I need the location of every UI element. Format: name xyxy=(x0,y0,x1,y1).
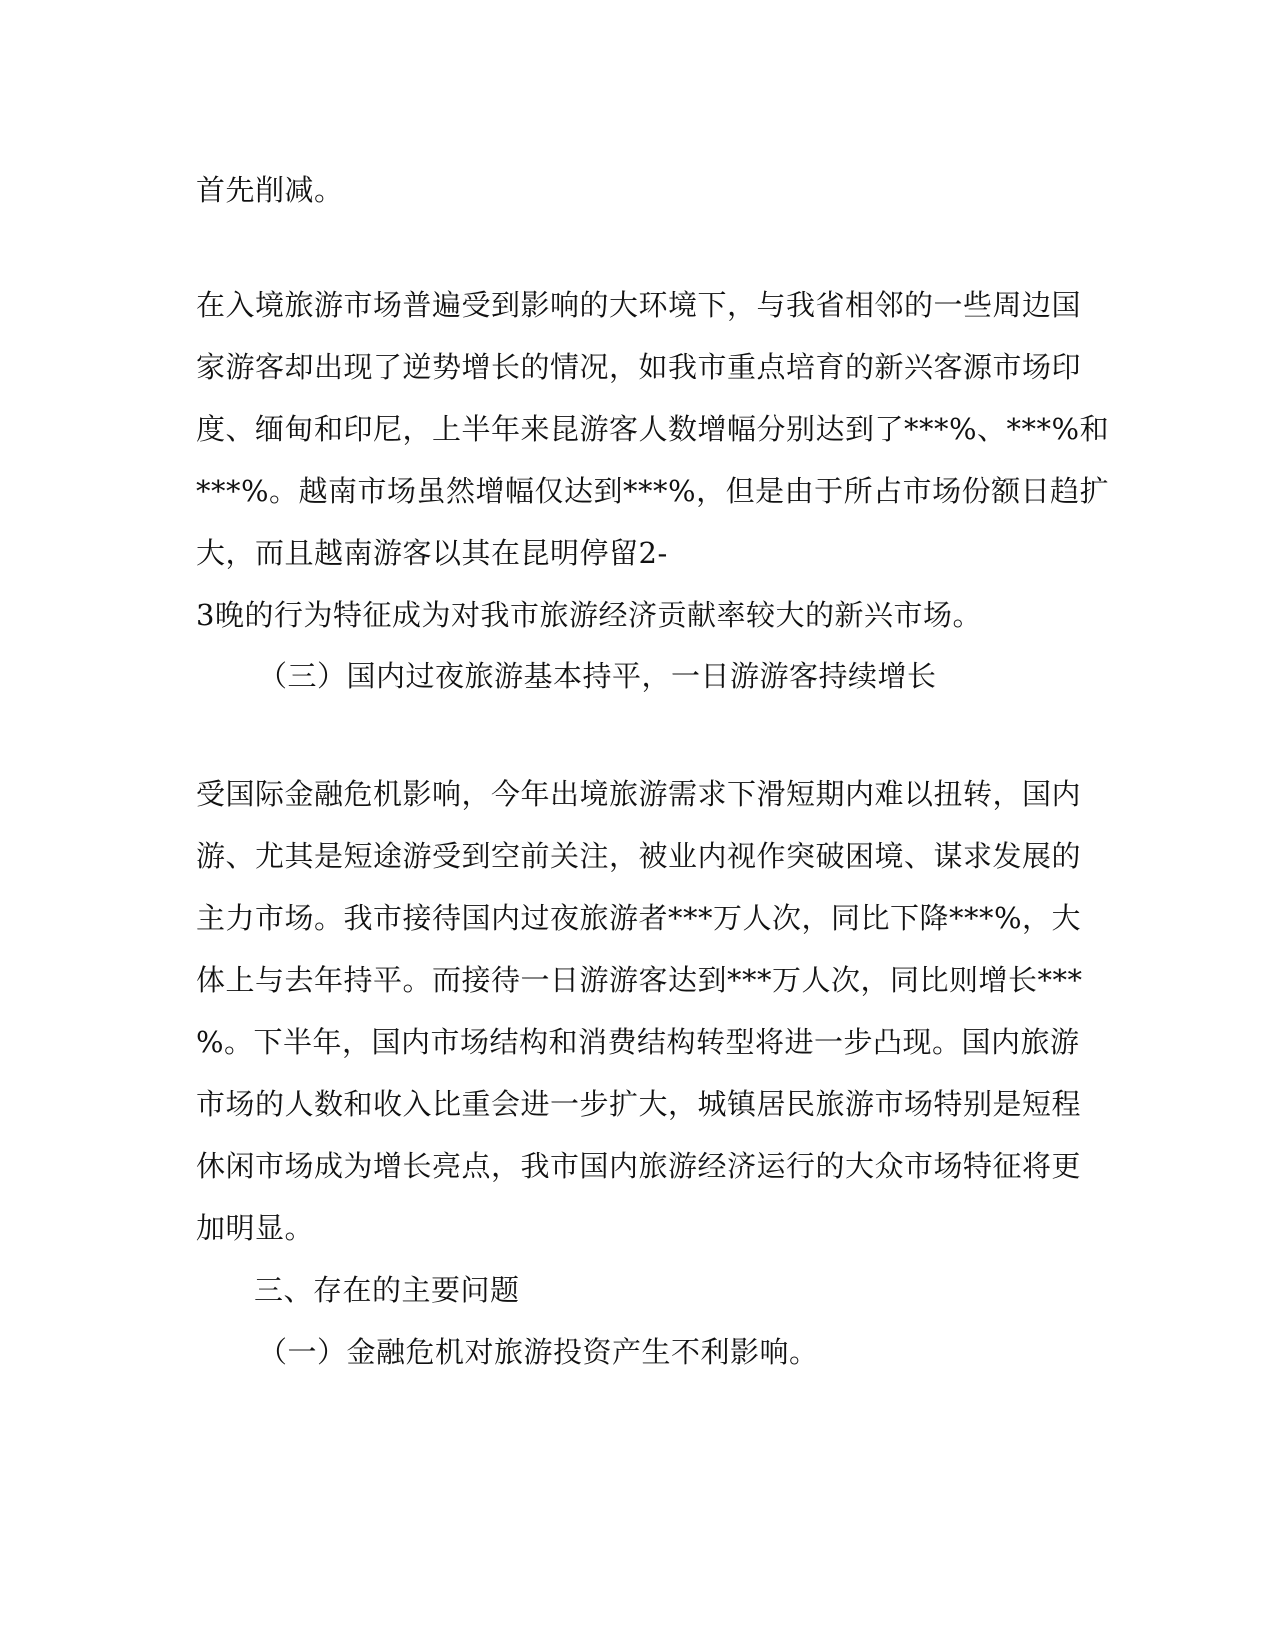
paragraph-line: 市场的人数和收入比重会进一步扩大，城镇居民旅游市场特别是短程 xyxy=(196,1087,1082,1121)
paragraph-line: 3晚的行为特征成为对我市旅游经济贡献率较大的新兴市场。 xyxy=(196,598,982,632)
paragraph-line: 游、尤其是短途游受到空前关注，被业内视作突破困境、谋求发展的 xyxy=(196,839,1082,873)
section-heading: （三）国内过夜旅游基本持平，一日游游客持续增长 xyxy=(258,659,937,693)
paragraph-line: 主力市场。我市接待国内过夜旅游者***万人次，同比下降***%，大 xyxy=(196,901,1082,935)
paragraph-line: 大，而且越南游客以其在昆明停留2- xyxy=(196,536,668,570)
paragraph-line: 休闲市场成为增长亮点，我市国内旅游经济运行的大众市场特征将更 xyxy=(196,1149,1082,1183)
paragraph-line: 度、缅甸和印尼，上半年来昆游客人数增幅分别达到了***%、***%和 xyxy=(196,412,1110,446)
paragraph-line: 在入境旅游市场普遍受到影响的大环境下，与我省相邻的一些周边国 xyxy=(196,288,1082,322)
paragraph-line: 首先削减。 xyxy=(196,173,344,207)
paragraph-line: 受国际金融危机影响，今年出境旅游需求下滑短期内难以扭转，国内 xyxy=(196,777,1082,811)
paragraph-line: 家游客却出现了逆势增长的情况，如我市重点培育的新兴客源市场印 xyxy=(196,350,1082,384)
paragraph-line: 体上与去年持平。而接待一日游游客达到***万人次，同比则增长*** xyxy=(196,963,1083,997)
paragraph-line: %。下半年，国内市场结构和消费结构转型将进一步凸现。国内旅游 xyxy=(196,1025,1080,1059)
section-heading: 三、存在的主要问题 xyxy=(254,1273,520,1307)
paragraph-line: ***%。越南市场虽然增幅仅达到***%，但是由于所占市场份额日趋扩 xyxy=(196,474,1110,508)
subsection-heading: （一）金融危机对旅游投资产生不利影响。 xyxy=(258,1335,819,1369)
paragraph-line: 加明显。 xyxy=(196,1211,315,1245)
